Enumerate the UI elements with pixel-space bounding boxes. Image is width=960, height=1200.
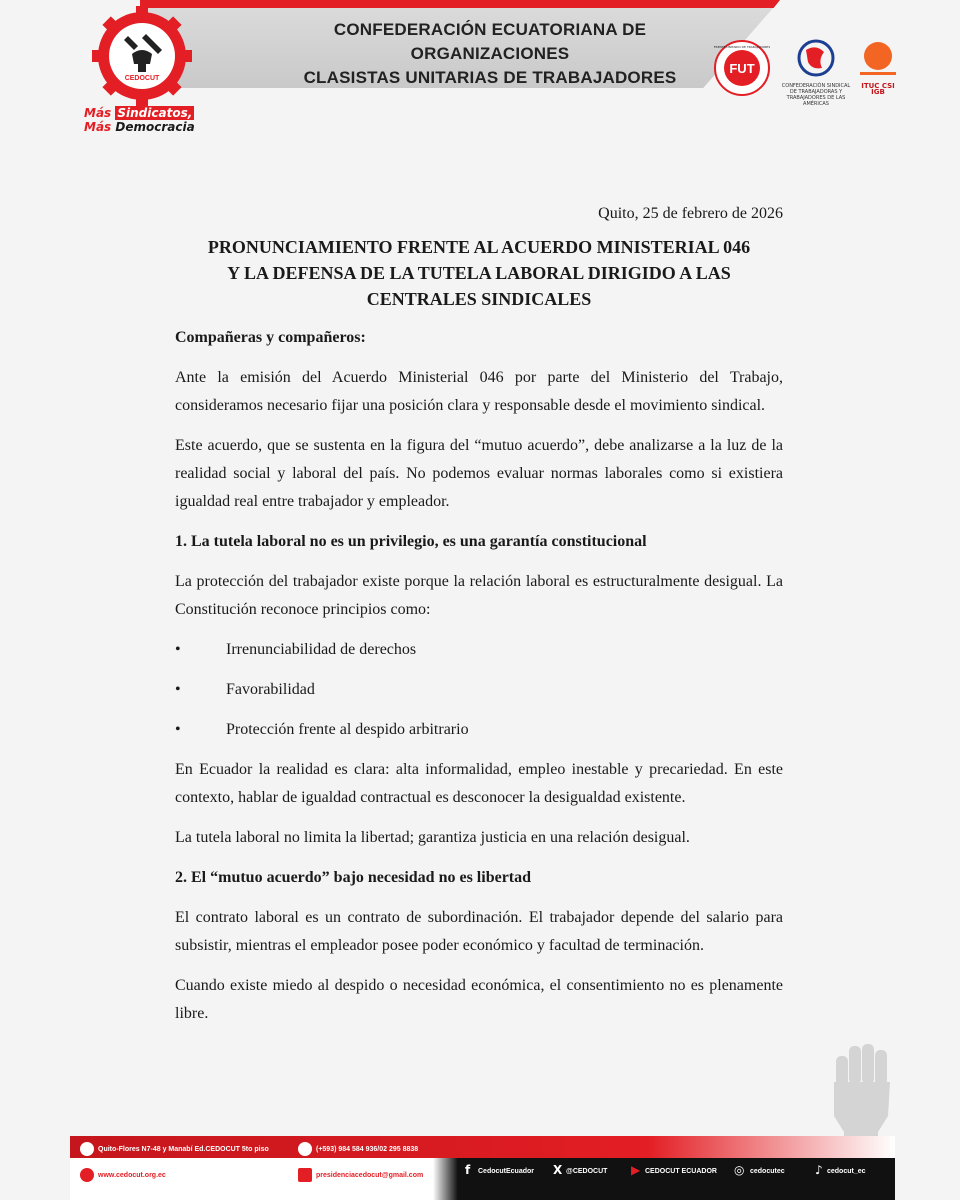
facebook-icon: f (465, 1163, 471, 1177)
paragraph-1: Ante la emisión del Acuerdo Ministerial 046 por parte del Ministerio del Trabajo, consideramos necesario fijar una posición clara y responsable desde el movimiento sindical. (175, 369, 783, 414)
slogan-sindicatos: Sindicatos, (117, 106, 193, 120)
paragraph-5: La tutela laboral no limita la libertad; garantiza justicia en una relación desigual. (175, 829, 690, 846)
paragraph-7: Cuando existe miedo al despido o necesidad económica, el consentimiento no es plenamente libre. (175, 977, 783, 1022)
organization-title (270, 18, 710, 90)
footer-x[interactable]: @CEDOCUT (566, 1168, 608, 1175)
youtube-icon: ▶ (631, 1163, 641, 1177)
paragraph-3: La protección del trabajador existe porque la relación laboral es estructuralmente desigual. La Constitución reconoce principios como: (175, 573, 783, 618)
instagram-icon: ◎ (734, 1163, 745, 1177)
bullet-marker: • (175, 641, 181, 658)
paragraph-4: En Ecuador la realidad es clara: alta informalidad, empleo inestable y precariedad. En este contexto, hablar de igualdad contractual es desconocer la desigualdad existente. (175, 761, 783, 806)
slogan-mas-2: Más (84, 120, 112, 134)
bullet-marker: • (175, 721, 181, 738)
letter-title (175, 234, 783, 312)
list-item-text: Irrenunciabilidad de derechos (226, 641, 417, 658)
footer-youtube[interactable]: CEDOCUT ECUADOR (645, 1168, 717, 1175)
footer-facebook[interactable]: CedocutEcuador (478, 1168, 535, 1175)
organization-title-line2: CLASISTAS UNITARIAS DE TRABAJADORES (303, 68, 677, 87)
csa-caption: CONFEDERACIÓN SINDICAL DE TRABAJADORAS Y TRABAJADORES DE LAS AMÉRICAS (781, 83, 851, 107)
globe-icon (80, 1168, 94, 1182)
phone-icon (298, 1142, 312, 1156)
section-heading-1: 1. La tutela laboral no es un privilegio, es una garantía constitucional (175, 533, 647, 550)
cedocut-logo (92, 6, 192, 106)
footer-phone: (+593) 984 584 936/02 295 8838 (316, 1146, 419, 1153)
slogan (84, 106, 195, 134)
list-item (175, 716, 783, 744)
section-heading-2: 2. El “mutuo acuerdo” bajo necesidad no es libertad (175, 869, 532, 886)
fut-ring-text: FRENTE UNITARIO DE TRABAJADORES (714, 45, 770, 49)
tiktok-icon: ♪ (815, 1163, 823, 1177)
letter-title-line2: Y LA DEFENSA DE LA TUTELA LABORAL DIRIGIDO A LAS (227, 263, 731, 283)
footer-email[interactable]: presidenciacedocut@gmail.com (316, 1172, 424, 1179)
letter-title-line3: CENTRALES SINDICALES (366, 289, 592, 309)
email-icon (298, 1168, 312, 1182)
footer-address: Quito-Flores N7-48 y Manabí Ed.CEDOCUT 5to piso (98, 1146, 269, 1153)
principles-list (175, 636, 783, 744)
slogan-mas-1: Más (84, 106, 112, 120)
ituc-logo (854, 38, 902, 98)
letter-body (175, 200, 783, 1040)
paragraph-6: El contrato laboral es un contrato de subordinación. El trabajador depende del salario para subsistir, mientras el empleador posee poder económico y facultad de terminación. (175, 909, 783, 954)
csa-logo (778, 38, 854, 107)
organization-title-line1: CONFEDERACIÓN ECUATORIANA DE ORGANIZACIONES (333, 20, 647, 63)
bullet-marker: • (175, 681, 181, 698)
letter-title-line1: PRONUNCIAMIENTO FRENTE AL ACUERDO MINISTERIAL 046 (207, 237, 751, 257)
paragraph-2: Este acuerdo, que se sustenta en la figura del “mutuo acuerdo”, debe analizarse a la luz de la realidad social y laboral del país. No podemos evaluar normas laborales como si existiera igualdad real entre trabajador y empleador. (175, 437, 783, 510)
ituc-caption: ITUC CSI IGB (861, 82, 895, 96)
greeting: Compañeras y compañeros: (175, 329, 366, 346)
x-icon: X (553, 1163, 563, 1177)
list-item-text: Protección frente al despido arbitrario (226, 721, 469, 738)
fut-logo (714, 40, 770, 96)
list-item-text: Favorabilidad (226, 681, 315, 698)
csa-globe-icon (778, 38, 854, 78)
logo-text: CEDOCUT (124, 75, 160, 82)
footer-dark-bar (70, 1158, 895, 1200)
list-item (175, 676, 783, 704)
header-red-stripe (140, 0, 780, 8)
fut-logo-text: FUT (729, 61, 755, 76)
slogan-democracia: Democracia (115, 120, 195, 134)
footer-tiktok[interactable]: cedocut_ec (827, 1168, 866, 1175)
ituc-sun-icon (854, 38, 902, 78)
list-item (175, 636, 783, 664)
footer-web[interactable]: www.cedocut.org.ec (98, 1172, 166, 1179)
footer (70, 1136, 895, 1200)
location-icon (80, 1142, 94, 1156)
letter-date: Quito, 25 de febrero de 2026 (598, 205, 783, 222)
footer-instagram[interactable]: cedocutec (750, 1168, 785, 1175)
